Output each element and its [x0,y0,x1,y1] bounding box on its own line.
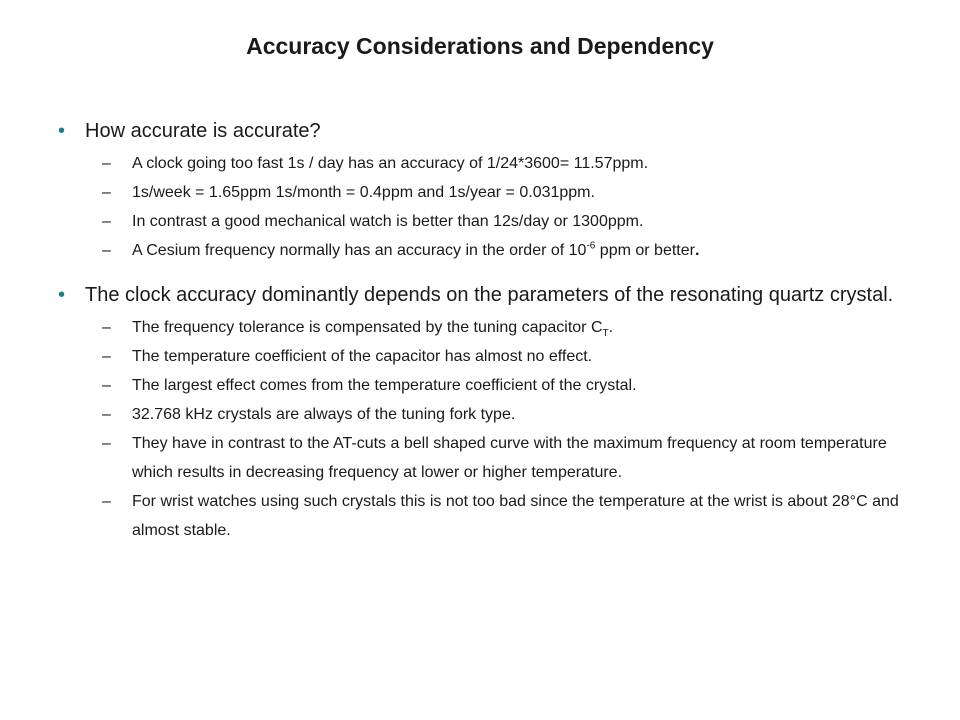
dash-icon: – [102,242,111,259]
sub-item-text-end: . [694,242,700,259]
sub-item [58,207,908,236]
slide-title: Accuracy Considerations and Dependency [246,33,714,59]
sub-item [58,178,908,207]
sub-item [58,487,908,545]
dash-icon: – [102,406,111,423]
sub-item [58,429,908,487]
dash-icon: – [102,155,111,172]
sub-item-text: They have in contrast to the AT-cuts a bell shaped curve with the maximum frequency at room temperature which results in decreasing frequency at lower or higher temperature. [132,435,887,481]
bullet-text: How accurate is accurate? [85,120,321,142]
dash-icon: – [102,435,111,452]
sub-item [58,400,908,429]
dash-icon: – [102,493,111,510]
sub-item-text: The largest effect comes from the temperature coefficient of the crystal. [132,377,637,394]
bullet-text: The clock accuracy dominantly depends on the parameters of the resonating quartz crystal. [85,284,894,306]
sub-item-text-pre: The frequency tolerance is compensated by the tuning capacitor C [132,319,603,336]
sub-item-text: 1s/week = 1.65ppm 1s/month = 0.4ppm and 1s/year = 0.031ppm. [132,184,595,201]
sub-item-text-post: . [608,319,614,336]
subscript-label: T [602,328,609,340]
sub-item [58,313,908,342]
dash-icon: – [102,319,111,336]
bullet-dot-icon: • [58,284,66,306]
sub-item-text: 32.768 kHz crystals are always of the tuning fork type. [132,406,516,423]
dash-icon: – [102,348,111,365]
sub-item-text-pre: A Cesium frequency normally has an accuracy in the order of 10 [132,242,587,259]
dash-icon: – [102,377,111,394]
dash-icon: – [102,184,111,201]
sub-item [58,236,908,265]
slide-body [58,115,908,545]
superscript-exponent: -6 [586,240,596,252]
dash-icon: – [102,213,111,230]
sub-item [58,342,908,371]
sub-item-text: In contrast a good mechanical watch is better than 12s/day or 1300ppm. [132,213,644,230]
bullet-dot-icon: • [58,120,66,142]
sub-item-text: A clock going too fast 1s / day has an accuracy of 1/24*3600= 11.57ppm. [132,155,649,172]
bullet-item [58,115,908,147]
sub-item-text: The temperature coefficient of the capacitor has almost no effect. [132,348,593,365]
sub-item [58,371,908,400]
sub-list [58,313,908,545]
sub-item-text-post: ppm or better [595,242,695,259]
sub-list [58,149,908,265]
sub-item-text: For wrist watches using such crystals this is not too bad since the temperature at the wrist is about 28°C and almost stable. [132,493,899,539]
bullet-item [58,279,908,311]
sub-item [58,149,908,178]
